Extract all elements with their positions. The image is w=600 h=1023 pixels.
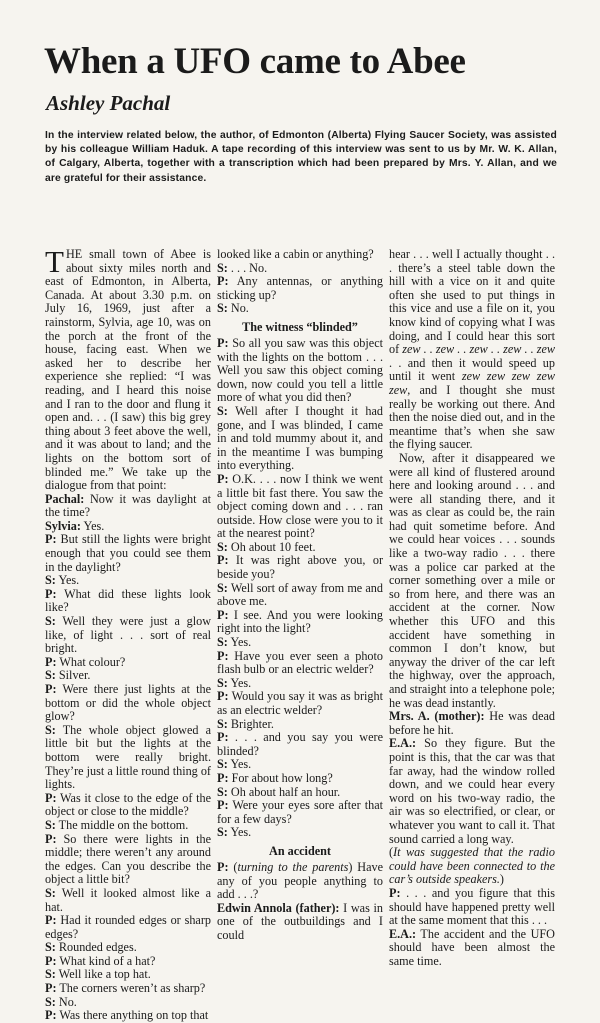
text-segment: . . . and you say you were blinded? <box>217 730 383 758</box>
text-segment: ) Have any of you people anything to add . . .? <box>217 859 384 902</box>
drop-cap: T <box>45 244 64 279</box>
text-segment: No. <box>227 301 249 316</box>
text-segment: Was it close to the edge of the object or close to the middle? <box>45 790 211 819</box>
dialogue-line <box>45 887 211 914</box>
text-segment: What did these lights look like? <box>45 586 211 615</box>
dialogue-line <box>45 656 211 670</box>
paragraph <box>389 846 555 887</box>
text-segment: I see. And you were looking right into the light? <box>217 607 383 636</box>
text-segment: . . . and you figure that this should have happened pretty well at the same moment that this . . . <box>389 885 555 928</box>
dialogue-line <box>217 902 383 943</box>
text-segment: So there were lights in the middle; there weren’t any around the edges. Can you describe the object a little bit? <box>45 831 211 887</box>
dialogue-line <box>45 968 211 982</box>
dialogue-line <box>217 554 383 581</box>
text-segment: O.K. . . . now I think we went a little bit fast there. You saw the object coming down and . . . ran outside. How close were you to it at the nearest point? <box>217 471 383 541</box>
text-segment: Have you ever seen a photo flash bulb or an electric welder? <box>217 648 383 677</box>
dialogue-line <box>45 1009 211 1023</box>
text-segment: ( <box>228 859 238 874</box>
text-segment: No. <box>55 994 77 1009</box>
speaker-label: P: <box>389 885 401 900</box>
speaker-label: S: <box>217 301 228 316</box>
text-segment: Brighter. <box>227 716 274 731</box>
speaker-label: S: <box>217 635 228 650</box>
text-segment: Now, after it disappeared we were all kind of flustered around here and looking around . . . and were all standing there, and it was as clear as could be, the rain had quit sometime before. And we could hear voices . . . sounds like a two-way radio . . . there was a police car parked at the corner something over a mile or so from here, and there was an accident at the corner. Now whether this UFO and this accident have something in common I don’t know, but anyway the driver of the car left the highway, over the approach, and straight into a telephone pole; he was dead instantly. <box>389 450 555 710</box>
speaker-label: P: <box>45 1008 57 1023</box>
article-intro: In the interview related below, the author, of Edmonton (Alberta) Flying Saucer Society, was assisted by his colleague William Haduk. A tape recording of this interview was sent to us by Mr. W. K. Allan, of Calgary, Alberta, together with a transcription which had been prepared by Mrs. Y. Allan, and we are grateful for their assistance. <box>45 130 557 184</box>
text-segment: Silver. <box>55 668 91 683</box>
speaker-label: S: <box>217 403 228 418</box>
italic-text: zew . . zew . . zew . . zew . . zew <box>402 342 555 357</box>
dialogue-line <box>217 650 383 677</box>
dialogue-line <box>389 928 555 969</box>
dialogue-line <box>45 520 211 534</box>
text-segment: What colour? <box>56 654 126 669</box>
dialogue-line <box>217 718 383 732</box>
text-segment: HE <box>65 247 83 261</box>
speaker-label: S: <box>45 994 56 1009</box>
speaker-label: P: <box>45 654 57 669</box>
text-segment: Were your eyes sore after that for a few days? <box>217 798 383 826</box>
speaker-label: S: <box>45 668 56 683</box>
speaker-label: P: <box>45 953 57 968</box>
text-segment: Well they were just a glow like, of light . . . sort of real bright. <box>45 614 211 656</box>
text-segment: Yes. <box>227 675 252 690</box>
speaker-label: S: <box>45 885 56 900</box>
speaker-label: Sylvia: <box>45 518 81 533</box>
text-segment: He was dead before he hit. <box>389 709 555 737</box>
speaker-label: P: <box>217 648 229 663</box>
dialogue-line <box>217 826 383 840</box>
text-segment: Well after I thought it had gone, and I was blinded, I came in and told mummy about it, and in the meantime I was bumping into everything. <box>217 403 383 473</box>
text-segment: Yes. <box>227 635 252 650</box>
speaker-label: P: <box>45 790 57 805</box>
speaker-label: S: <box>217 580 228 595</box>
speaker-label: P: <box>217 730 229 745</box>
speaker-label: P: <box>217 274 229 289</box>
speaker-label: P: <box>45 682 57 696</box>
text-segment: Had it rounded edges or sharp edges? <box>45 913 211 941</box>
paragraph <box>389 248 555 452</box>
speaker-label: Edwin Annola (father): <box>217 900 340 915</box>
speaker-label: Mrs. A. (mother): <box>389 709 485 724</box>
text-segment: Oh about 10 feet. <box>227 539 316 554</box>
text-segment: . . . No. <box>227 260 268 275</box>
speaker-label: S: <box>217 757 228 772</box>
dialogue-line <box>389 737 555 846</box>
text-segment: For about how long? <box>228 770 333 785</box>
speaker-label: S: <box>45 967 56 982</box>
dialogue-line <box>45 941 211 955</box>
dialogue-line <box>217 690 383 717</box>
dialogue-line <box>217 758 383 772</box>
dialogue-line <box>45 574 211 588</box>
speaker-label: S: <box>217 675 228 690</box>
dialogue-line <box>45 955 211 969</box>
text-segment: , and I thought she must really be working out there. And then the noise died out, and in the meantime that’s when she saw the flying saucer. <box>389 382 555 452</box>
dialogue-line <box>217 609 383 636</box>
text-segment: Any antennas, or anything sticking up? <box>217 274 383 302</box>
speaker-label: S: <box>45 573 56 588</box>
dialogue-line <box>45 533 211 574</box>
dialogue-line <box>45 615 211 656</box>
speaker-label: S: <box>217 825 228 840</box>
text-segment: Well it looked almost like a hat. <box>45 885 211 914</box>
text-segment: small town of Abee is about sixty miles north and east of Edmonton, in Alberta, Canada. At about 3.30 p.m. on July 16, 1969, just after a rainstorm, Sylvia, age 10, was on the porch at the front of the house, facing east. When we asked her to describe her experience she replied: “I was reading, and I heard this noise and I ran to the door and flung it open and. . . (I saw) this big grey thing about 3 feet above the well, and it was about to land; and the lights on the bottom sort of blinded me.” We take up the dialogue from that point: <box>45 247 211 493</box>
text-segment: Were there just lights at the bottom or did the whole object glow? <box>45 682 211 724</box>
speaker-label: P: <box>217 607 229 622</box>
speaker-label: P: <box>45 981 57 996</box>
text-segment: Yes. <box>55 573 80 588</box>
text-segment: I was in one of the outbuildings and I could <box>217 900 383 942</box>
dialogue-line <box>45 996 211 1010</box>
speaker-label: S: <box>217 784 228 799</box>
dialogue-line <box>45 914 211 941</box>
speaker-label: Pachal: <box>45 491 85 506</box>
speaker-label: E.A.: <box>389 926 417 941</box>
text-segment: ( <box>389 845 394 860</box>
article-title: When a UFO came to Abee <box>44 41 466 82</box>
speaker-label: P: <box>217 689 229 704</box>
text-segment: . . and then it would speed up until it went <box>389 355 555 384</box>
speaker-label: P: <box>217 770 229 785</box>
dialogue-line <box>217 262 383 276</box>
italic-text: zew zew zew zew zew <box>389 369 556 397</box>
italic-text: It was suggested that the radio could have been connected to the car’s outside speakers. <box>389 845 555 887</box>
dialogue-line <box>389 887 555 928</box>
dialogue-line <box>217 731 383 758</box>
dialogue-line <box>45 493 211 520</box>
text-segment: looked like a cabin or anything? <box>217 247 374 261</box>
dialogue-line <box>217 861 383 902</box>
text-segment: The accident and the UFO should have been almost the same time. <box>389 926 555 968</box>
dialogue-line <box>45 833 211 887</box>
paragraph <box>45 244 211 493</box>
text-segment: ) <box>499 872 504 887</box>
text-column-3 <box>389 248 555 968</box>
speaker-label: P: <box>45 913 57 928</box>
text-segment: Well like a top hat. <box>55 967 151 982</box>
speaker-label: S: <box>217 716 228 731</box>
dialogue-line <box>45 819 211 833</box>
dialogue-line <box>45 669 211 683</box>
text-segment: Well sort of away from me and above me. <box>217 580 383 609</box>
speaker-label: P: <box>217 553 229 568</box>
section-heading: An accident <box>269 843 331 858</box>
text-segment: hear . . . well I actually thought . . . there’s a steel table down the hill with a vice on it and quite often she used to put things in this vice and use a file on it, you know kind of copying what I was doing, and I could hear this sort of <box>389 247 555 357</box>
speaker-label: S: <box>45 817 56 832</box>
speaker-label: P: <box>45 831 57 846</box>
text-column-1 <box>45 244 211 1023</box>
speaker-label: S: <box>45 614 56 629</box>
speaker-label: P: <box>45 532 57 547</box>
speaker-label: P: <box>217 471 229 486</box>
text-segment: So they figure. But the point is this, that the car was that far away, had the window rolled down, and we could hear every word on his two-way radio, the air was so electrified, or clear, or whatever you want to call it. That sound carried a long way. <box>389 736 555 846</box>
speaker-label: E.A.: <box>389 736 417 751</box>
text-segment: The whole object glowed a little bit but the lights at the bottom were really bright. They’re just a little round thing of lights. <box>45 722 211 792</box>
dialogue-line <box>217 677 383 691</box>
text-segment: Was there anything on top that <box>56 1008 209 1023</box>
text-segment: Yes. <box>80 518 105 533</box>
dialogue-line <box>217 799 383 826</box>
text-segment: Yes. <box>227 757 252 772</box>
dialogue-line <box>45 792 211 819</box>
article-author: Ashley Pachal <box>46 91 171 115</box>
dialogue-line <box>45 724 211 792</box>
speaker-label: S: <box>217 539 228 554</box>
dialogue-line <box>389 710 555 737</box>
text-column-2 <box>217 248 383 943</box>
dialogue-line <box>217 582 383 609</box>
paragraph <box>389 452 555 710</box>
dialogue-line <box>217 786 383 800</box>
dialogue-line <box>217 772 383 786</box>
dialogue-line <box>217 541 383 555</box>
text-segment: Rounded edges. <box>55 940 137 955</box>
dialogue-line <box>217 473 383 541</box>
text-segment: Oh about half an hour. <box>227 784 341 799</box>
text-segment: The middle on the bottom. <box>55 817 189 832</box>
text-segment: But still the lights were bright enough that you could see them in the daylight? <box>45 532 211 574</box>
text-segment: What kind of a hat? <box>56 953 156 968</box>
dialogue-line <box>217 337 383 405</box>
text-segment: The corners weren’t as sharp? <box>56 981 206 996</box>
text-segment: It was right above you, or beside you? <box>217 553 383 582</box>
section-heading: The witness “blinded” <box>242 319 358 334</box>
speaker-label: P: <box>217 335 229 350</box>
italic-text: turning to the parents <box>237 859 349 874</box>
speaker-label: S: <box>45 940 56 955</box>
speaker-label: S: <box>45 722 56 737</box>
dialogue-line <box>45 683 211 724</box>
dialogue-line <box>217 405 383 473</box>
text-segment: So all you saw was this object with the lights on the bottom . . . Well you saw this object coming down, now could you tell a little more of what you did then? <box>217 335 383 405</box>
text-segment: Yes. <box>227 825 252 840</box>
text-segment: Now it was daylight at the time? <box>45 491 211 520</box>
dialogue-line <box>217 302 383 316</box>
speaker-label: P: <box>45 586 57 601</box>
speaker-label: S: <box>217 260 228 275</box>
speaker-label: P: <box>217 798 229 813</box>
text-segment: Would you say it was as bright as an electric welder? <box>217 689 383 717</box>
dialogue-line <box>45 982 211 996</box>
dialogue-line <box>217 636 383 650</box>
paragraph <box>217 248 383 262</box>
dialogue-line <box>217 275 383 302</box>
speaker-label: P: <box>217 859 229 874</box>
dialogue-line <box>45 588 211 615</box>
